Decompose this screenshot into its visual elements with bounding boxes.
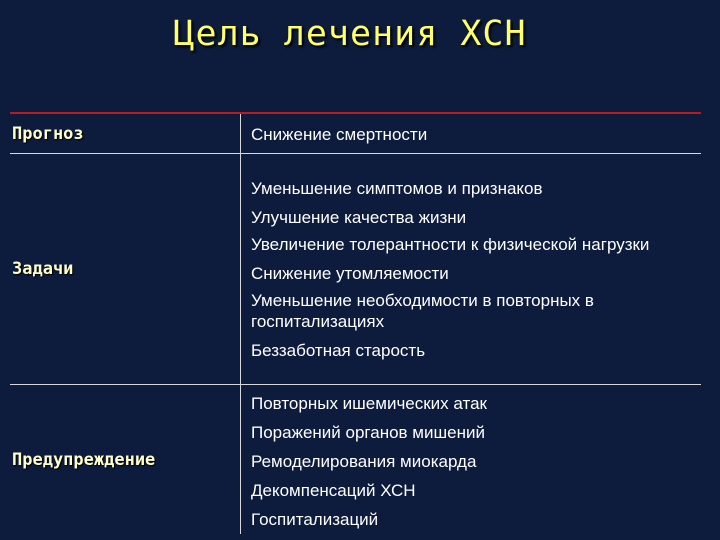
list-item: Улучшение качества жизни [251, 207, 467, 227]
row-content-preduprezhdenie [241, 385, 702, 535]
list-item: Уменьшение необходимости в повторных в госпитализациях [251, 290, 594, 331]
row-label-preduprezhdenie: Предупреждение [12, 449, 156, 470]
list-item: Декомпенсаций ХСН [251, 480, 416, 500]
table-row-zadachi [10, 154, 701, 385]
list-item: Ремоделирования миокарда [251, 451, 477, 471]
page-title: Цель лечения ХСН [173, 14, 527, 54]
row-label-prognoz: Прогноз [10, 114, 241, 154]
list-item: Снижение утомляемости [251, 263, 449, 283]
list-item: Уменьшение симптомов и признаков [251, 178, 543, 198]
row-content-zadachi [241, 154, 702, 385]
list-item: Беззаботная старость [251, 340, 426, 360]
row-content-prognoz [241, 114, 702, 154]
goals-table [10, 112, 701, 534]
table-row-prognoz [10, 114, 701, 154]
list-item: Госпитализаций [251, 509, 379, 529]
list-item: Снижение смертности [251, 125, 428, 144]
list-item: Поражений органов мишений [251, 422, 485, 442]
table-row-preduprezhdenie [10, 385, 701, 535]
list-item: Повторных ишемических атак [251, 393, 487, 413]
list-item: Увеличение толерантности к физической нагрузки [251, 234, 650, 254]
row-label-zadachi: Задачи [10, 154, 241, 385]
